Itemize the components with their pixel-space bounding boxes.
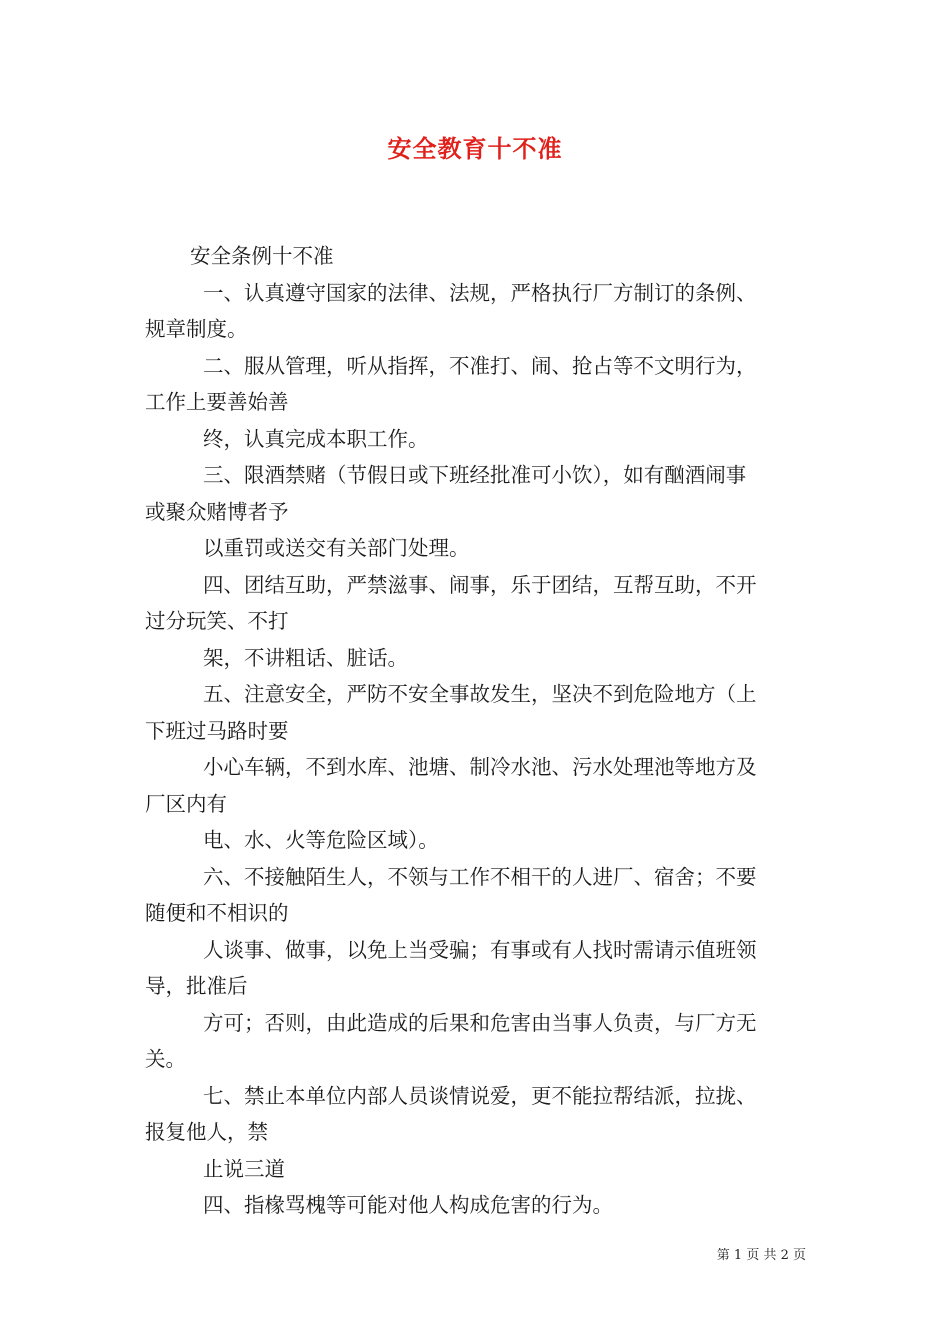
rule-5-line-5: 电、水、火等危险区域）。 [203, 828, 439, 852]
rule-1-line-1: 一、认真遵守国家的法律、法规，严格执行厂方制订的条例、 [203, 280, 757, 305]
rule-6-line-5: 方可；否则，由此造成的后果和危害由当事人负责，与厂方无 [203, 1010, 757, 1035]
rule-4-line-3: 架，不讲粗话、脏话。 [203, 645, 408, 670]
rule-7-line-2: 报复他人，禁 [145, 1120, 268, 1144]
rule-7-line-4: 四、指椽骂槐等可能对他人构成危害的行为。 [203, 1193, 613, 1217]
rule-5-line-4: 厂区内有 [145, 791, 227, 816]
rule-6-line-3: 人谈事、做事，以免上当受骗；有事或有人找时需请示值班领 [203, 937, 757, 962]
rule-6-line-1: 六、不接触陌生人，不领与工作不相干的人进厂、宿舍；不要 [203, 864, 757, 889]
rule-1-line-2: 规章制度。 [145, 317, 248, 341]
rule-2-line-1: 二、服从管理，听从指挥，不准打、闹、抢占等不文明行为， [203, 353, 757, 378]
rule-3-line-2: 或聚众赌博者予 [145, 499, 289, 524]
rule-3-line-1: 三、限酒禁赌（节假日或下班经批准可小饮），如有酗酒闹事 [203, 463, 747, 487]
rule-2-line-3: 终，认真完成本职工作。 [203, 426, 429, 451]
rule-6-line-4: 导，批准后 [145, 974, 248, 998]
rule-6-line-2: 随便和不相识的 [145, 901, 289, 925]
page-number: 第 1 页 共 2 页 [716, 1248, 806, 1263]
rule-4-line-2: 过分玩笑、不打 [145, 609, 289, 633]
rule-4-line-1: 四、团结互助，严禁滋事、闹事，乐于团结，互帮互助，不开 [203, 572, 757, 597]
rule-5-line-3: 小心车辆，不到水库、池塘、制冷水池、污水处理池等地方及 [203, 755, 757, 779]
rule-6-line-6: 关。 [145, 1047, 186, 1071]
rule-7-line-3: 止说三道 [203, 1156, 285, 1181]
rule-2-line-2: 工作上要善始善 [145, 390, 289, 414]
section-heading: 安全条例十不准 [190, 244, 334, 268]
rule-5-line-1: 五、注意安全，严防不安全事故发生，坚决不到危险地方（上 [203, 682, 757, 706]
rule-7-line-1: 七、禁止本单位内部人员谈情说爱，更不能拉帮结派，拉拢、 [203, 1083, 757, 1108]
rule-5-line-2: 下班过马路时要 [145, 718, 289, 743]
document-body [145, 238, 810, 1224]
rule-3-line-3: 以重罚或送交有关部门处理。 [203, 536, 470, 560]
document-title: 安全教育十不准 [387, 134, 563, 163]
